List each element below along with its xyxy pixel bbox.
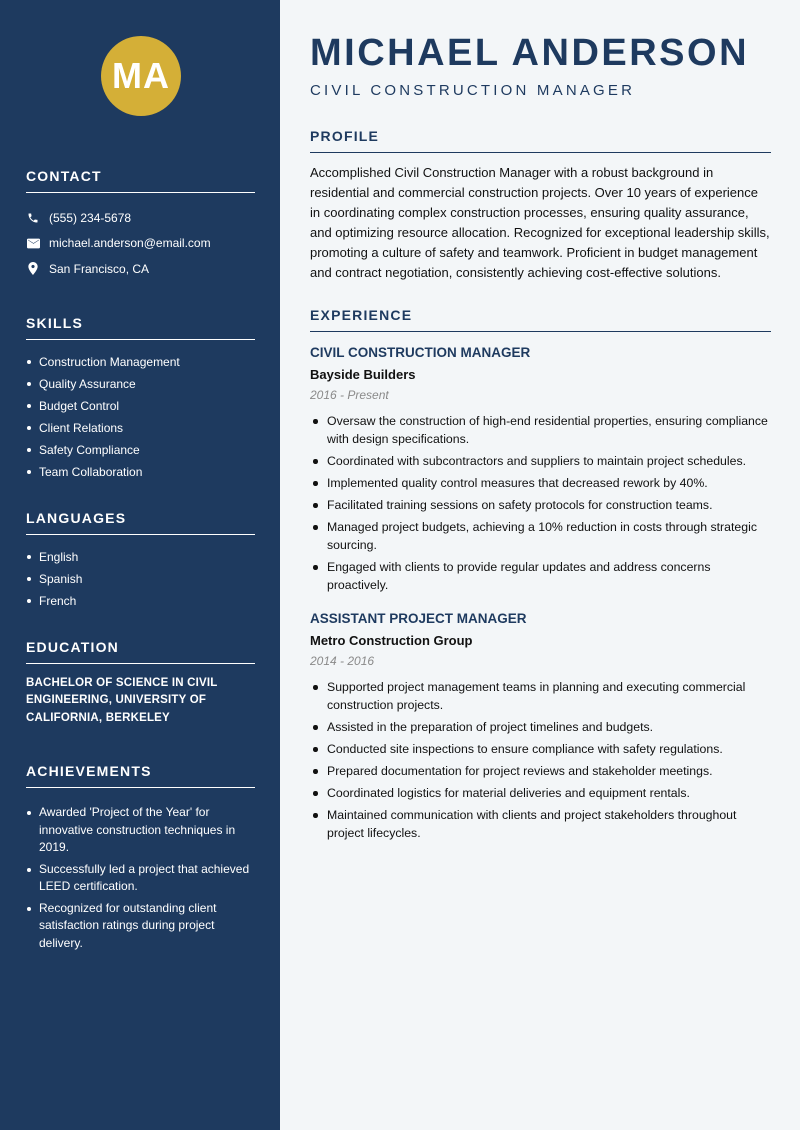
- skills-heading: SKILLS: [26, 315, 255, 340]
- achievement-item: Awarded 'Project of the Year' for innovative construction techniques in 2019.: [26, 804, 255, 857]
- achievement-item: Recognized for outstanding client satisfaction ratings during project delivery.: [26, 900, 255, 953]
- achievements-section: [26, 763, 255, 952]
- job-bullet: Prepared documentation for project reviews and stakeholder meetings.: [310, 762, 771, 780]
- achievement-item: Successfully led a project that achieved LEED certification.: [26, 861, 255, 896]
- contact-list: [26, 205, 255, 282]
- job-bullet: Implemented quality control measures that decreased rework by 40%.: [310, 474, 771, 492]
- skill-item: Client Relations: [26, 417, 255, 439]
- job-bullet: Engaged with clients to provide regular updates and address concerns proactively.: [310, 558, 771, 594]
- language-item: French: [26, 590, 255, 612]
- job-dates: 2014 - 2016: [310, 654, 375, 668]
- experience-heading: EXPERIENCE: [310, 307, 771, 332]
- languages-section: [26, 510, 255, 612]
- sidebar: [0, 0, 280, 1130]
- degree-text: BACHELOR OF SCIENCE IN CIVIL ENGINEERING, UNIVERSITY OF CALIFORNIA, BERKELEY: [26, 676, 218, 724]
- skills-list: [26, 351, 255, 483]
- job-entry: [310, 344, 771, 594]
- skill-item: Budget Control: [26, 395, 255, 417]
- education-section: [26, 639, 255, 728]
- job-bullet: Facilitated training sessions on safety protocols for construction teams.: [310, 496, 771, 514]
- skill-item: Quality Assurance: [26, 373, 255, 395]
- job-bullet: Oversaw the construction of high-end residential properties, ensuring compliance with design specifications.: [310, 412, 771, 448]
- job-bullet: Assisted in the preparation of project timelines and budgets.: [310, 718, 771, 736]
- job-bullet: Supported project management teams in planning and executing commercial construction projects.: [310, 678, 771, 714]
- email-icon: [26, 236, 40, 250]
- skill-item: Safety Compliance: [26, 439, 255, 461]
- skill-item: Team Collaboration: [26, 461, 255, 483]
- contact-location: [26, 256, 255, 282]
- skills-section: [26, 315, 255, 483]
- job-bullet: Managed project budgets, achieving a 10% reduction in costs through strategic sourcing.: [310, 518, 771, 554]
- job-bullet: Conducted site inspections to ensure compliance with safety regulations.: [310, 740, 771, 758]
- language-item: Spanish: [26, 568, 255, 590]
- profile-section: [310, 128, 771, 283]
- job-title: CIVIL CONSTRUCTION MANAGER: [310, 345, 531, 360]
- achievements-list: [26, 804, 255, 952]
- languages-list: [26, 546, 255, 612]
- company-name: Bayside Builders: [310, 367, 416, 382]
- language-item: English: [26, 546, 255, 568]
- skill-item: Construction Management: [26, 351, 255, 373]
- avatar: MA: [101, 36, 181, 116]
- achievements-heading: ACHIEVEMENTS: [26, 763, 255, 788]
- experience-section: [310, 307, 771, 842]
- phone-text: (555) 234-5678: [49, 210, 132, 225]
- job-bullets: [310, 412, 771, 594]
- contact-email: [26, 231, 255, 257]
- email-text: michael.anderson@email.com: [49, 236, 211, 251]
- main-content: [280, 0, 800, 1130]
- job-title: ASSISTANT PROJECT MANAGER: [310, 611, 527, 626]
- profile-summary: Accomplished Civil Construction Manager with a robust background in residential and commercial construction projects. Over 10 years of experience in coordinating complex construction processes, ensuring quality assurance, and optimizing resource allocation. Recognized for exceptional leadership skills, promoting a culture of safety and teamwork. Proficient in budget management and contract negotiation, consistently achieving cost-effective solutions.: [310, 165, 770, 280]
- job-title-header: CIVIL CONSTRUCTION MANAGER: [310, 82, 636, 99]
- job-dates: 2016 - Present: [310, 388, 389, 402]
- job-bullets: [310, 678, 771, 842]
- location-pin-icon: [26, 262, 40, 276]
- location-text: San Francisco, CA: [49, 261, 150, 276]
- job-bullet: Coordinated with subcontractors and suppliers to maintain project schedules.: [310, 452, 771, 470]
- job-bullet: Coordinated logistics for material deliveries and equipment rentals.: [310, 784, 771, 802]
- job-bullet: Maintained communication with clients and project stakeholders throughout project lifecycles.: [310, 806, 771, 842]
- job-entry: [310, 610, 771, 842]
- contact-section: [26, 168, 255, 282]
- contact-phone: [26, 205, 255, 231]
- education-heading: EDUCATION: [26, 639, 255, 664]
- phone-icon: [26, 211, 40, 225]
- company-name: Metro Construction Group: [310, 633, 473, 648]
- profile-heading: PROFILE: [310, 128, 771, 153]
- contact-heading: CONTACT: [26, 168, 255, 193]
- languages-heading: LANGUAGES: [26, 510, 255, 535]
- candidate-name: MICHAEL ANDERSON: [310, 32, 750, 74]
